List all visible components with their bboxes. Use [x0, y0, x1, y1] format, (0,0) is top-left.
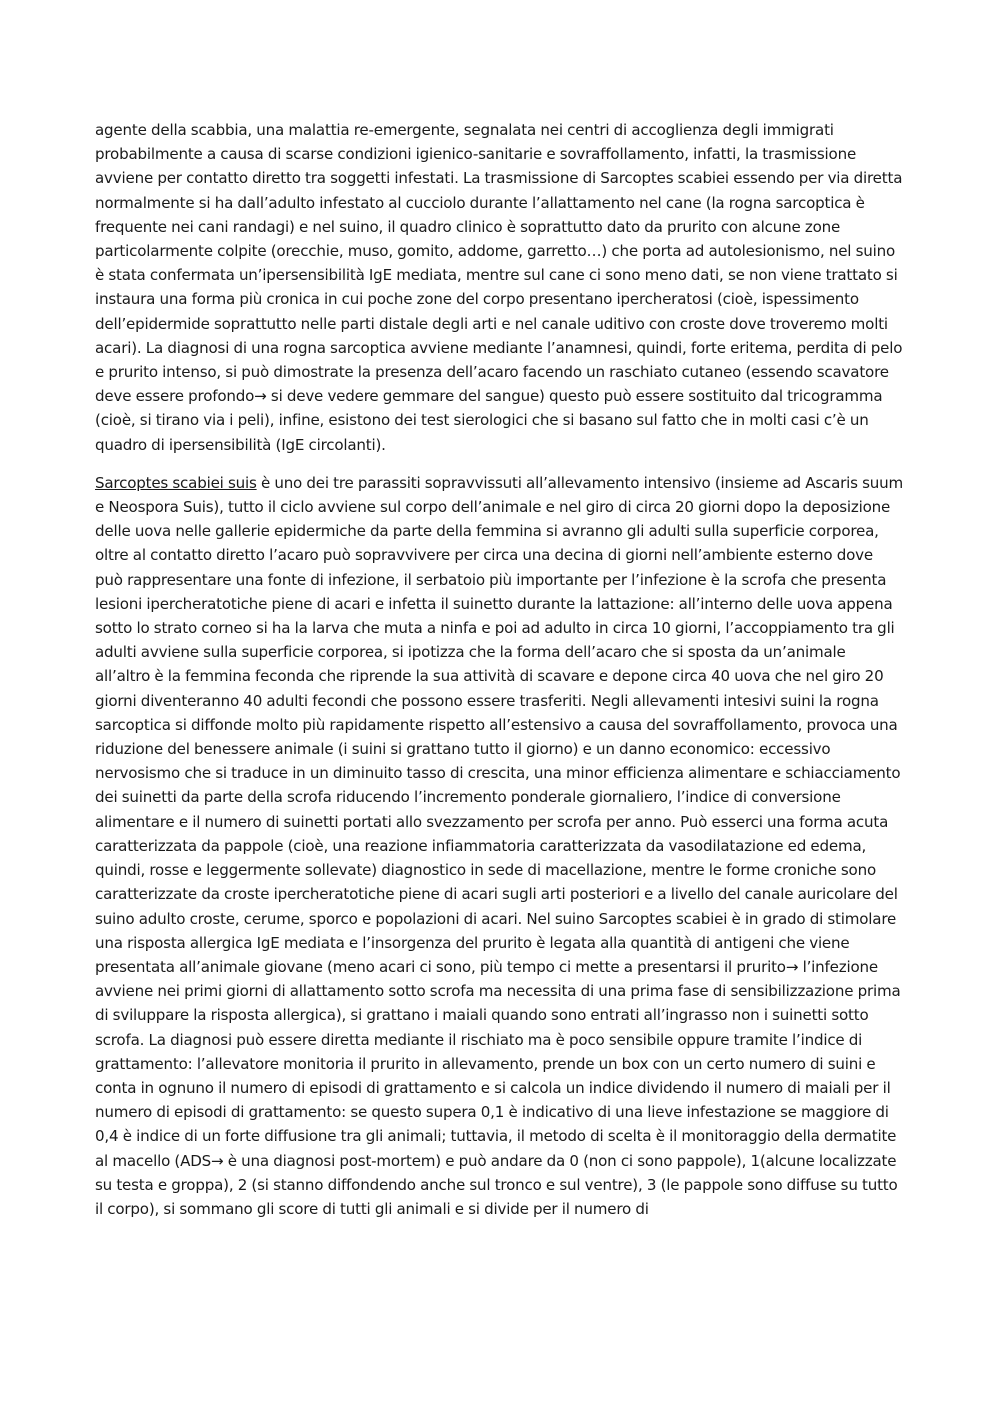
paragraph-scabbia: agente della scabbia, una malattia re-emergente, segnalata nei centri di accoglienza degli immigrati probabilmente a causa di scarse condizioni igienico-sanitarie e sovraffollamento, infatti, la trasmissione avviene per contatto diretto tra soggetti infestati. La trasmissione di Sarcoptes scabiei essendo per via diretta normalmente si ha dall’adulto infestato al cucciolo durante l’allattamento nel cane (la rogna sarcoptica è frequente nei cani randagi) e nel suino, il quadro clinico è soprattutto dato da prurito con alcune zone particolarmente colpite (orecchie, muso, gomito, addome, garretto…) che porta ad autolesionismo, nel suino è stata confermata un’ipersensibilità IgE mediata, mentre sul cane ci sono meno dati, se non viene trattato si instaura una forma più cronica in cui poche zone del corpo presentano ipercheratosi (cioè, ispessimento dell’epidermide soprattutto nelle parti distale degli arti e nel canale uditivo con croste dove troveremo molti acari). La diagnosi di una rogna sarcoptica avviene mediante l’anamnesi, quindi, forte eritema, perdita di pelo e prurito intenso, si può dimostrate la presenza dell’acaro facendo un raschiato cutaneo (essendo scavatore deve essere profondo→ si deve vedere gemmare del sangue) questo può essere sostituito dal tricogramma (cioè, si tirano via i peli), infine, esistono dei test sierologici che si basano sul fatto che in molti casi c’è un quadro di ipersensibilità (IgE circolanti).	[95, 121, 903, 454]
paragraph-sarcoptes-suis	[95, 471, 905, 1221]
underlined-species-name: Sarcoptes scabiei suis	[95, 473, 257, 492]
paragraph-sarcoptes-suis-body: è uno dei tre parassiti sopravvissuti all’allevamento intensivo (insieme ad Ascaris suum e Neospora Suis), tutto il ciclo avviene sul corpo dell’animale e nel giro di circa 20 giorni dopo la deposizione delle uova nelle gallerie epidermiche da parte della femmina si avranno gli adulti sulla superficie corporea, oltre al contatto diretto l’acaro può sopravvivere per circa una decina di giorni nell’ambiente esterno dove può rappresentare una fonte di infezione, il serbatoio più importante per l’infezione è la scrofa che presenta lesioni ipercheratotiche piene di acari e infetta il suinetto durante la lattazione: all’interno delle uova appena sotto lo strato corneo si ha la larva che muta a ninfa e poi ad adulto in circa 10 giorni, l’accoppiamento tra gli adulti avviene sulla superficie corporea, si ipotizza che la forma dell’acaro che si sposta da un’animale all’altro è la femmina feconda che riprende la sua attività di scavare e depone circa 40 uova che nel giro 20 giorni diventeranno 40 adulti fecondi che possono essere trasferiti. Negli allevamenti intesivi suini la rogna sarcoptica si diffonde molto più rapidamente rispetto all’estensivo a causa del sovraffollamento, provoca una riduzione del benessere animale (i suini si grattano tutto il giorno) e un danno economico: eccessivo nervosismo che si traduce in un diminuito tasso di crescita, una minor efficienza alimentare e schiacciamento dei suinetti da parte della scrofa riducendo l’incremento ponderale giornaliero, l’indice di conversione alimentare e il numero di suinetti portati allo svezzamento per scrofa per anno. Può esserci una forma acuta caratterizzata da pappole (cioè, una reazione infiammatoria caratterizzata da vasodilatazione ed edema, quindi, rosse e leggermente sollevate) diagnostico in sede di macellazione, mentre le forme croniche sono caratterizzate da croste ipercheratotiche piene di acari sugli arti posteriori e a livello del canale auricolare del suino adulto croste, cerume, sporco e popolazioni di acari. Nel suino Sarcoptes scabiei è in grado di stimolare una risposta allergica IgE mediata e l’insorgenza del prurito è legata alla quantità di antigeni che viene presentata all’animale giovane (meno acari ci sono, più tempo ci mette a presentarsi il prurito→ l’infezione avviene nei primi giorni di allattamento sotto scrofa ma necessita di una prima fase di sensibilizzazione prima di sviluppare la risposta allergica), si grattano i maiali quando sono entrati all’ingrasso non i suinetti sotto scrofa. La diagnosi può essere diretta mediante il rischiato ma è poco sensibile oppure tramite l’indice di grattamento: l’allevatore monitoria il prurito in allevamento, prende un box con un certo numero di suini e conta in ognuno il numero di episodi di grattamento e si calcola un indice dividendo il numero di maiali per il numero di episodi di grattamento: se questo supera 0,1 è indicativo di una lieve infestazione se maggiore di 0,4 è indice di un forte diffusione tra gli animali; tuttavia, il metodo di scelta è il monitoraggio della dermatite al macello (ADS→ è una diagnosi post-mortem) e può andare da 0 (non ci sono pappole), 1(alcune localizzate su testa e groppa), 2 (si stanno diffondendo anche sul tronco e sul ventre), 3 (le pappole sono diffuse su tutto il corpo), si sommano gli score di tutti gli animali e si divide per il numero di	[95, 473, 904, 1218]
